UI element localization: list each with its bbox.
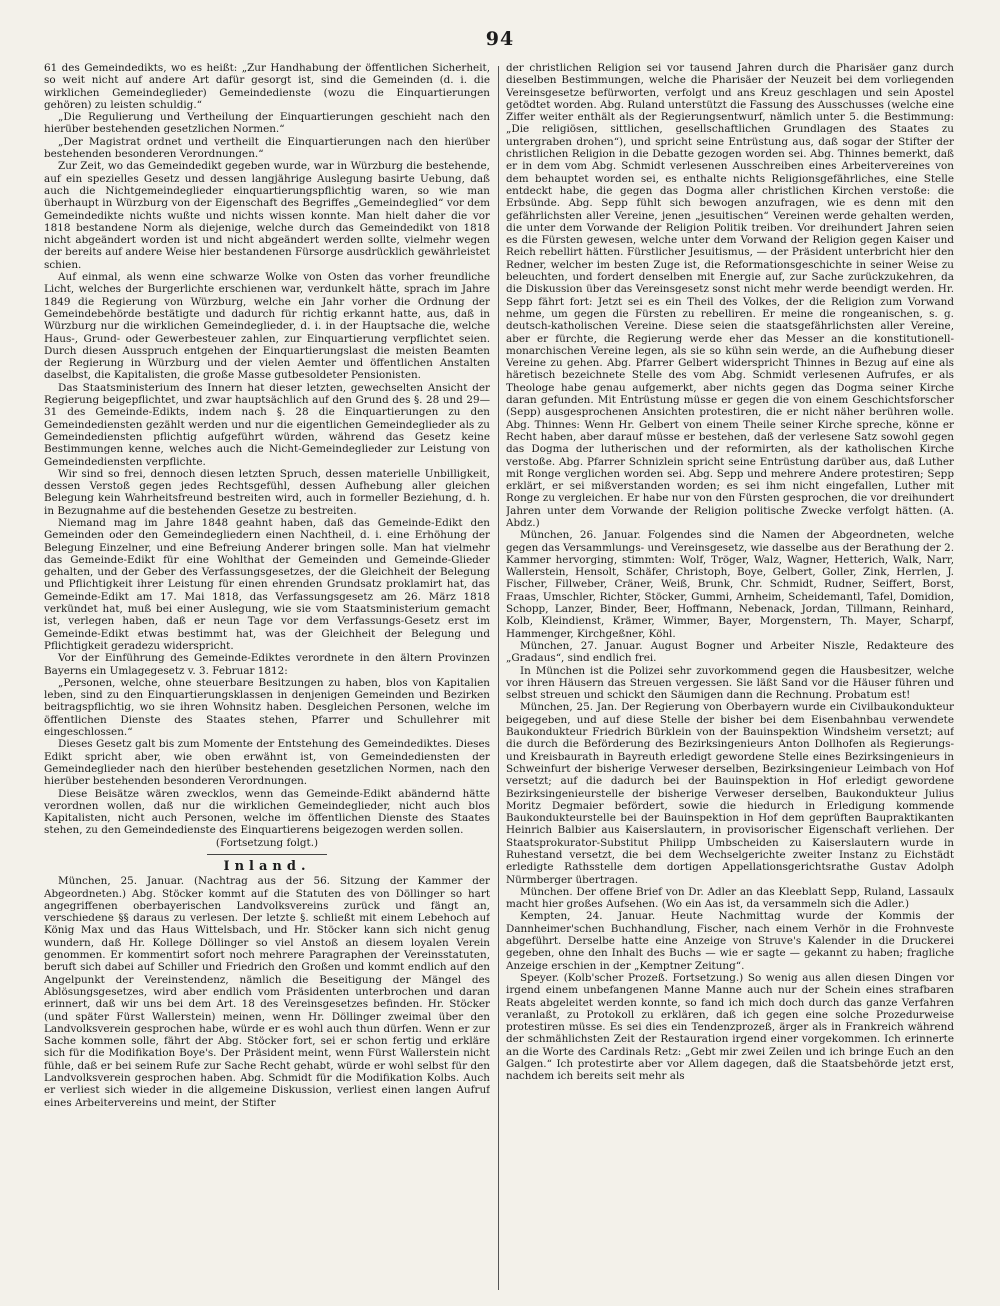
left-column-articles	[44, 62, 490, 837]
paragraph: Vor der Einführung des Gemeinde-Ediktes verordnete in den ältern Provinzen Bayerns ein Umlagegesetz v. 3. Februar 1812:	[44, 652, 490, 677]
paragraph: Kempten, 24. Januar. Heute Nachmittag wurde der Kommis der Dannheimer'schen Buchhandlung, Fischer, nach einem Verhör in die Frohnveste abgeführt. Derselbe hatte eine Anzeige von Struve's Kalender in die Druckerei gegeben, ohne den Inhalt des Buchs — wie er sagte — gekannt zu haben; fragliche Anzeige erschien in der „Kemptner Zeitung“.	[506, 910, 954, 972]
right-column-articles	[506, 62, 954, 1083]
paragraph: München. Der offene Brief von Dr. Adler an das Kleeblatt Sepp, Ruland, Lassaulx macht hier großes Aufsehen. (Wo ein Aas ist, da versammeln sich die Adler.)	[506, 885, 954, 911]
paragraph: Wir sind so frei, dennoch diesen letzten Spruch, dessen materielle Unbilligkeit, dessen Verstoß gegen jedes Rechtsgefühl, dessen Aufhebung aller gleichen Belegung kein Wahrheitsfreund bestreiten wird, auch in formeller Beziehung, d. h. in Bezugnahme auf die bestehenden Gesetze zu bestreiten.	[44, 467, 490, 517]
paragraph: 61 des Gemeindedikts, wo es heißt: „Zur Handhabung der öffentlichen Sicherheit, so weit nicht auf andere Art dafür gesorgt ist, sind die Gemeinden (d. i. die wirklichen Gemeindeglieder) Gemeindedienste (wozu die Einquartierungen gehören) zu leisten schuldig.“	[44, 62, 490, 111]
paragraph: „Personen, welche, ohne steuerbare Besitzungen zu haben, blos von Kapitalien leben, sind zu den Einquartierungsklassen in denjenigen Gemeinden und Bezirken beitragspflichtig, wo sie ihren Wohnsitz haben. Desgleichen Personen, welche im öffentlichen Dienste des Staates stehen, Pfarrer und Schullehrer mit eingeschlossen.“	[44, 676, 490, 739]
right-column	[506, 62, 954, 1292]
paragraph: „Der Magistrat ordnet und vertheilt die Einquartierungen nach den hierüber bestehenden besonderen Verordnungen.“	[44, 135, 490, 161]
paragraph: München, 26. Januar. Folgendes sind die Namen der Abgeordneten, welche gegen das Versammlungs- und Vereinsgesetz, wie dasselbe aus der Berathung der 2. Kammer hervorging, stimmten: Wolf, Tröger, Walz, Wagner, Hetterich, Walk, Narr, Wallerstein, Hensolt, Schäfer, Christoph, Boye, Gelbert, Goller, Zink, Herrlen, J. Fischer, Fillweber, Cräner, Weiß, Brunk, Chr. Schmidt, Rudner, Seiffert, Borst, Fraas, Umschler, Richter, Stöcker, Gummi, Arnheim, Scheidemantl, Tafel, Domidion, Schopp, Lanzer, Binder, Beer, Hoffmann, Nebenack, Jordan, Tillmann, Reinhard, Kolb, Kleindienst, Krämer, Wimmer, Bayer, Morgenstern, Th. Mayer, Scharpf, Hammenger, Kirchgeßner, Köhl.	[506, 529, 954, 640]
column-divider	[498, 66, 499, 1290]
paragraph: Das Staatsministerium des Innern hat dieser letzten, gewechselten Ansicht der Regierung beigepflichtet, und zwar hauptsächlich auf den Grund des §. 28 und 29—31 des Gemeinde-Edikts, indem nach §. 28 die Einquartierungen zu den Gemeindediensten gezählt werden und nur die eigentlichen Gemeindeglieder als zu Gemeindediensten pflichtig aufgeführt würden, während das Gesetz keine Bestimmungen kenne, welches auch die Nicht-Gemeindeglieder zur Leistung von Gemeindediensten verpflichte.	[44, 381, 490, 468]
paragraph: „Die Regulierung und Vertheilung der Einquartierungen geschieht nach den hierüber bestehenden gesetzlichen Normen.“	[44, 111, 490, 136]
paragraph: In München ist die Polizei sehr zuvorkommend gegen die Hausbesitzer, welche vor ihren Häusern das Streuen vergessen. Sie läßt Sand vor die Häuser führen und selbst streuen und schickt den Säumigen dann die Rechnung. Probatum est!	[506, 664, 954, 702]
paragraph: Zur Zeit, wo das Gemeindedikt gegeben wurde, war in Würzburg die bestehende, auf ein spezielles Gesetz und dessen langjährige Auslegung basirte Uebung, daß auch die Nichtgemeindeglieder einquartierungspflichtig waren, so wie man überhaupt in Würzburg von der Eigenschaft des Begriffes „Gemeindeglied“ vor dem Gemeindedikte nichts wußte und nichts wissen konnte. Man hielt daher die vor 1818 bestandene Norm als diejenige, welche durch das Gemeindedikt von 1818 nicht abgeändert worden ist und nicht abgeändert werden sollte, vielmehr wegen der bereits auf andere Weise hier bestandenen Fürsorge ausdrücklich gewährleistet schien.	[44, 160, 490, 271]
page-number: 94	[485, 28, 515, 50]
section-heading: Inland.	[223, 859, 311, 874]
paragraph: Diese Beisätze wären zwecklos, wenn das Gemeinde-Edikt abändernd hätte verordnen wollen, daß nur die wirklichen Gemeindeglieder, nicht auch blos Kapitalisten, nicht auch Personen, welche im öffentlichen Dienste des Staates stehen, zu den Gemeindedienste des Einquartierens beigezogen werden sollen.	[44, 787, 490, 837]
left-column	[44, 62, 490, 1292]
paragraph: München, 25. Jan. Der Regierung von Oberbayern wurde ein Civilbaukondukteur beigegeben, und auf diese Stelle der bisher bei dem Eisenbahnbau verwendete Baukondukteur Friedrich Bürklein von der Bauinspektion Windsheim versetzt; auf die durch die Beförderung des Bezirksingenieurs Anton Dollhofen als Regierungs- und Kreisbaurath in Bayreuth erledigt gewordene Stelle eines Bezirksingenieurs in Schweinfurt der bisherige Verweser derselben, Bezirksingenieur Leimbach von Hof versetzt; auf die dadurch bei der Bauinspektion in Hof erledigt gewordene Bezirksingenieurstelle der bisherige Verweser derselben, Baukondukteur Julius Moritz Degmaier befördert, sowie die hiedurch in Erledigung kommende Baukondukteurstelle bei der Bauinspektion in Hof dem geprüften Baupraktikanten Heinrich Balbier aus Kaiserslautern, in provisorischer Eigenschaft verliehen. Der Staatsprokurator-Substitut Philipp Umbscheiden zu Kaiserslautern wurde in Ruhestand versetzt, die bei dem Wechselgerichte zweiter Instanz zu Eichstädt erledigte Rathsstelle dem dortigen Appellationsgerichtsrathe Gustav Adolph Nürmberger übertragen.	[506, 701, 954, 886]
paragraph: Auf einmal, als wenn eine schwarze Wolke von Osten das vorher freundliche Licht, welches der Burgerlichte erschienen war, verdunkelt hätte, sprach im Jahre 1849 die Regierung von Würzburg, welche ein Jahr vorher die Ordnung der Gemeindebehörde bestätigte und dadurch für richtig erkannt hatte, aus, daß in Würzburg nur die wirklichen Gemeindeglieder, d. i. in der Hauptsache die, welche Haus-, Grund- oder Gewerbesteuer zahlen, zur Einquartierung verpflichtet seien. Durch diesen Ausspruch entgehen der Einquartierungslast die meisten Beamten der Regierung in Würzburg und der vielen Aemter und öffentlichen Anstalten daselbst, die Kapitalisten, die große Masse gutbesoldeter Pensionisten.	[44, 271, 490, 382]
paragraph: der christlichen Religion sei vor tausend Jahren durch die Pharisäer ganz durch dieselben Bestimmungen, welche die Pharisäer der Neuzeit bei dem vorliegenden Vereinsgesetze befürworten, verfolgt und ans Kreuz geschlagen und sein Apostel getödtet worden. Abg. Ruland unterstützt die Fassung des Ausschusses (welche eine Ziffer weiter enthält als der Regierungsentwurf, nämlich unter 5. die Bestimmung: „Die religiösen, sittlichen, gesellschaftlichen Grundlagen des Staates zu untergraben drohen“), und spricht seine Entrüstung aus, daß sogar der Stifter der christlichen Religion in die Debatte gezogen worden sei. Abg. Thinnes bemerkt, daß er in dem vom Abg. Schmidt verlesenen Ausschreiben eines Arbeitervereines von dem behauptet worden sei, es enthalte nichts Religionsgefährliches, eine Stelle entdeckt habe, die gegen das Dogma aller christlichen Kirchen verstoße: die Erbsünde. Abg. Sepp fühlt sich bewogen anzufragen, wie es denn mit den gefährlichsten aller Vereine, jenen „jesuitischen“ Vereinen werde gehalten werden, die unter dem Vorwande der Religion Politik treiben. Vor dreihundert Jahren seien es die Fürsten gewesen, welche unter dem Vorwand der Religion gegen Kaiser und Reich rebellirt hätten. Fürstlicher Jesuitismus, — der Präsident unterbricht hier den Redner, welcher im besten Zuge ist, die Reformationsgeschichte in seiner Weise zu beleuchten, und fordert denselben mit Energie auf, zur Sache zurückzukehren, da die Diskussion über das Vereinsgesetz sonst nicht mehr werde beendigt werden. Hr. Sepp fährt fort: Jetzt sei es ein Theil des Volkes, der die Religion zum Vorwand nehme, um gegen die Fürsten zu rebelliren. Er meine die rongeanischen, s. g. deutsch-katholischen Vereine. Diese seien die staatsgefährlichsten aller Vereine, aber er fürchte, die Regierung werde eher das Messer an die konstitutionell-monarchischen Vereine legen, als sie so kühn sein werde, an die Aufhebung dieser Vereine zu gehen. Abg. Pfarrer Gelbert widerspricht Thinnes in Bezug auf eine als häretisch bezeichnete Stelle des vom Abg. Schmidt verlesenen Aufrufes, er als Theologe habe genau aufgemerkt, aber nichts gegen das Dogma seiner Kirche daran gefunden. Mit Entrüstung müsse er gegen die von einem Geschichtsforscher (Sepp) ausgesprochenen Ansichten protestiren, die er nicht näher berühren wolle. Abg. Thinnes: Wenn Hr. Gelbert von einem Theile seiner Kirche spreche, könne er Recht haben, aber darauf müsse er bestehen, daß der verlesene Satz sowohl gegen das Dogma der lutherischen und der reformirten, als der katholischen Kirche verstoße. Abg. Pfarrer Schnizlein spricht seine Entrüstung darüber aus, daß Luther mit Ronge verglichen worden sei. Abg. Sepp und mehrere Andere protestiren; Sepp erklärt, er sei mißverstanden worden; es sei ihm nicht eingefallen, Luther mit Ronge zu vergleichen. Er habe nur von den Fürsten gesprochen, die vor dreihundert Jahren unter dem Vorwande der Religion politische Zwecke verfolgt hätten. (A. Abdz.)	[506, 62, 954, 529]
paragraph: Niemand mag im Jahre 1848 geahnt haben, daß das Gemeinde-Edikt den Gemeinden oder den Gemeindegliedern einen Nachtheil, d. i. eine Erhöhung der Belegung Einzelner, und eine Befreiung Anderer bringen solle. Man hat vielmehr das Gemeinde-Edikt für eine Wohlthat der Gemeinden und Gemeinde-Glieder gehalten, und der Geber des Verfassungsgesetzes, der die Gleichheit der Belegung und Pflichtigkeit ihrer Leistung für einen ehrenden Grundsatz proklamirt hat, das Gemeinde-Edikt am 17. Mai 1818, das Verfassungsgesetz am 26. März 1818 verkündet hat, muß bei einer Auslegung, wie sie vom Staatsministerium gemacht ist, verlegen haben, daß er neun Tage vor dem Verfassungs-Gesetz erst im Gemeinde-Edikt etwas bestimmt hat, was der Gleichheit der Belegung und Pflichtigkeit geradezu widerspricht.	[44, 516, 490, 652]
section-rule	[207, 854, 327, 855]
paragraph: München, 25. Januar. (Nachtrag aus der 56. Sitzung der Kammer der Abgeordneten.) Abg. Stöcker kommt auf die Statuten des von Döllinger so hart angegriffenen oberbayerischen Landvolksvereins zurück und fängt an, verschiedene §§ daraus zu verlesen. Der letzte §. schließt mit einem Lebehoch auf König Max und das Haus Wittelsbach, und Hr. Stöcker kann sich nicht genug wundern, daß Hr. Kollege Döllinger so viel Anstoß an diesem loyalen Verein genommen. Er kommentirt sofort noch mehrere Paragraphen der Vereinsstatuten, beruft sich dabei auf Schiller und Friedrich den Großen und kommt endlich auf den Angelpunkt der Vereinstendenz, nämlich die Beseitigung der Mängel des Ablösungsgesetzes, wird aber endlich vom Präsidenten unterbrochen und daran erinnert, daß wir uns bei dem Art. 18 des Vereinsgesetzes befinden. Hr. Stöcker (und später Fürst Wallerstein) meinen, wenn Hr. Döllinger zweimal über den Landvolksverein gesprochen habe, würde er es wohl auch thun dürfen. Wenn er zur Sache kommen solle, fährt der Abg. Stöcker fort, sei er schon fertig und erkläre sich für die Modifikation Boye's. Der Präsident meint, wenn Fürst Wallerstein nicht fühle, daß er bei seinem Rufe zur Sache Recht gehabt, würde er wohl selbst für den Landvolksverein gesprochen haben. Abg. Schmidt für die Modifikation Kolbs. Auch er verliest sich wieder in die allgemeine Diskussion, verliest einen langen Aufruf eines Arbeitervereins und meint, der Stifter	[44, 875, 490, 1109]
paragraph: Dieses Gesetz galt bis zum Momente der Entstehung des Gemeindediktes. Dieses Edikt spricht aber, wie oben erwähnt ist, von Gemeindediensten der Gemeindeglieder nach den hierüber bestehenden gesetzlichen Normen, nach den hierüber bestehenden besonderen Verordnungen.	[44, 738, 490, 788]
continuation-note: (Fortsetzung folgt.)	[215, 836, 319, 849]
paragraph: München, 27. Januar. August Bogner und Arbeiter Niszle, Redakteure des „Gradaus“, sind endlich frei.	[506, 639, 954, 665]
inland-articles	[44, 875, 490, 1109]
paragraph: Speyer. (Kolb'scher Prozeß. Fortsetzung.) So wenig aus allen diesen Dingen vor irgend einem unbefangenen Manne Manne auch nur der Schein eines strafbaren Reats abgeleitet werden konnte, so fand ich mich doch durch das ganze Verfahren veranlaßt, zu Protokoll zu erklären, daß ich gegen eine solche Prozedurweise protestiren müsse. Es sei dies ein Tendenzprozeß, ärger als in Frankreich während der schmählichsten Zeit der Restauration irgend einer vorgekommen. Ich erinnerte an die Worte des Cardinals Retz: „Gebt mir zwei Zeilen und ich bringe Euch an den Galgen.“ Ich protestirte aber vor Allem dagegen, daß die Staatsbehörde jetzt erst, nachdem ich bereits seit mehr als	[506, 971, 954, 1083]
